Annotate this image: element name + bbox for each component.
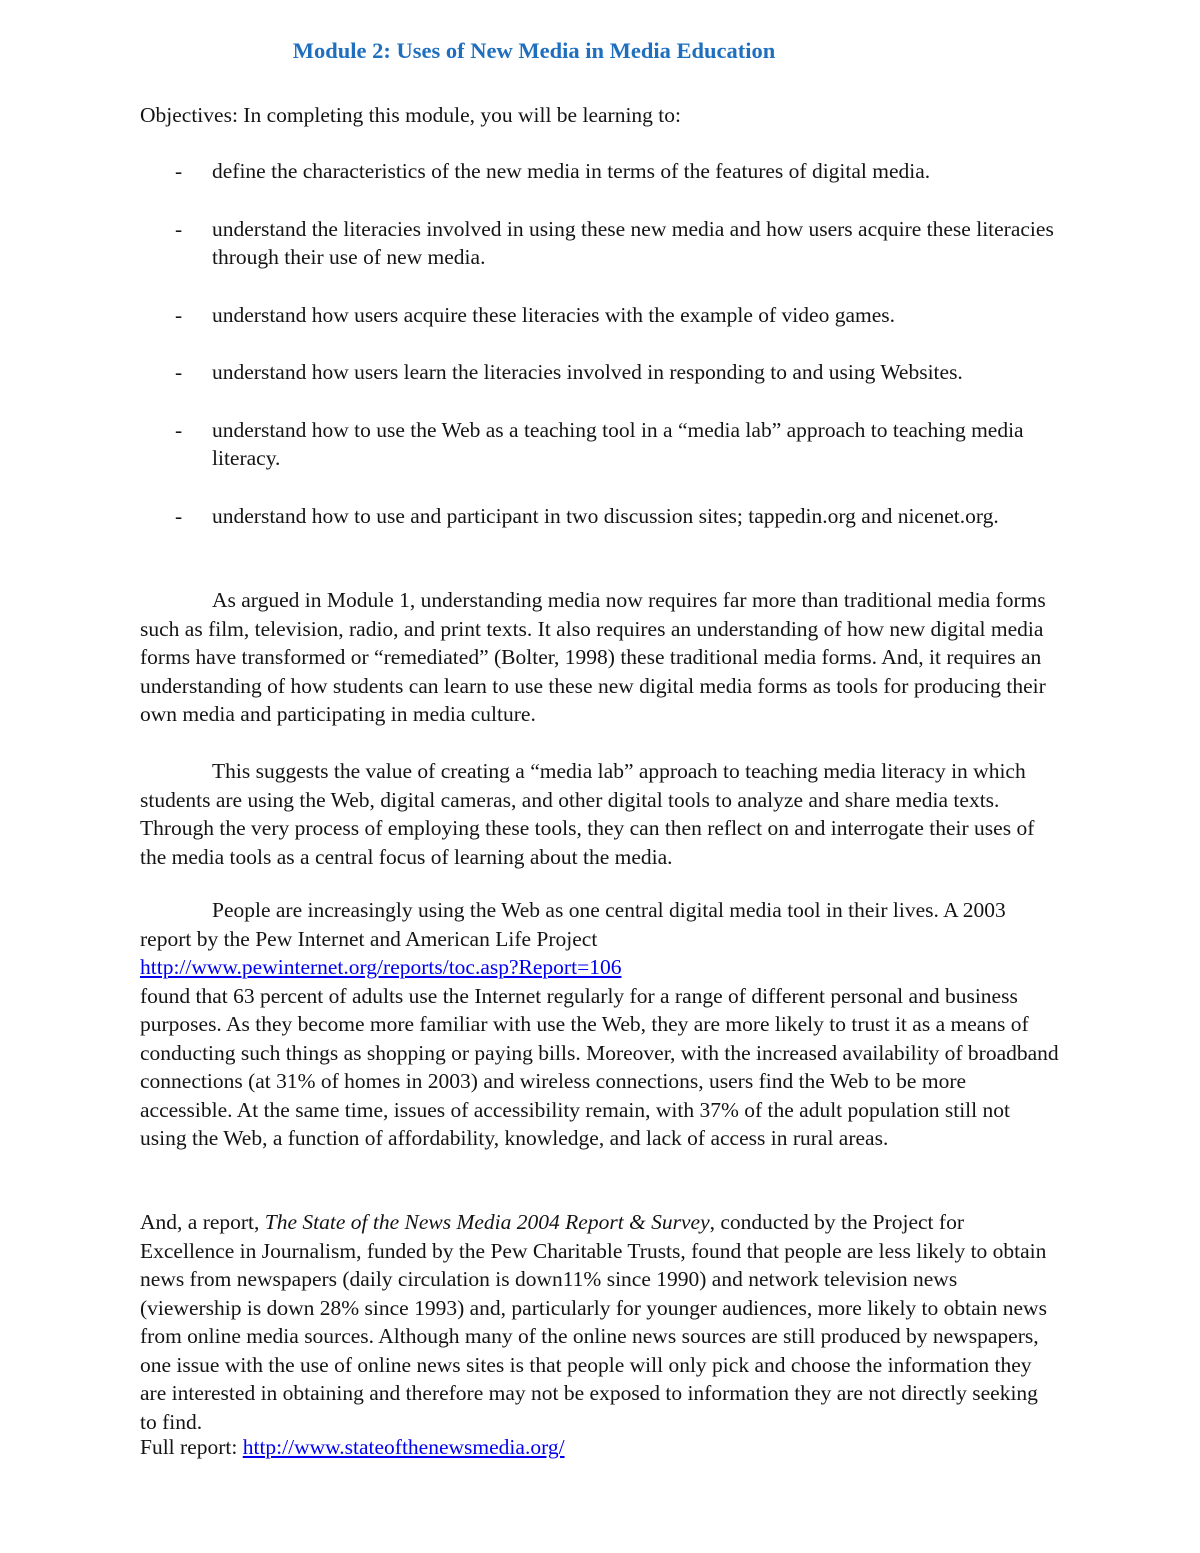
bullet-dash: - (175, 360, 183, 384)
list-item (175, 358, 1055, 387)
objective-text: understand how users acquire these literacies with the example of video games. (212, 302, 895, 327)
paragraph-pew-report (140, 896, 1060, 1153)
paragraph-media-lab: This suggests the value of creating a “media lab” approach to teaching media literacy in which students are using the Web, digital cameras, and other digital tools to analyze and share media texts. Through the very process of employing these tools, they can then reflect on and interrogate their uses of the media tools as a central focus of learning about the media. (140, 759, 1035, 869)
news-report-findings: , conducted by the Project for Excellence in Journalism, funded by the Pew Charitable Trusts, found that people are less likely to obtain news from newspapers (daily circulation is down11% since 1990) and network television news (viewership is down 28% since 1993) and, particularly for younger audiences, more likely to obtain news from online media sources. Although many of the online news sources are still produced by newspapers, one issue with the use of online news sites is that people will only pick and choose the information they are interested in obtaining and therefore may not be exposed to information they are not directly seeking to find. (140, 1210, 1047, 1434)
paragraph-news-media-report (140, 1208, 1060, 1436)
list-item (175, 502, 1055, 531)
list-item (175, 416, 1055, 473)
paragraph-module-1-context: As argued in Module 1, understanding media now requires far more than traditional media forms such as film, television, radio, and print texts. It also requires an understanding of how new digital media forms have transformed or “remediated” (Bolter, 1998) these traditional media forms. And, it requires an understanding of how students can learn to use these new digital media forms as tools for producing their own media and participating in media culture. (140, 588, 1046, 726)
pew-report-lead: People are increasingly using the Web as one central digital media tool in their lives. A 2003 report by the Pew Internet and American Life Project (140, 898, 1006, 951)
bullet-dash: - (175, 159, 183, 183)
objective-text: understand how users learn the literacies involved in responding to and using Websites. (212, 360, 963, 384)
objectives-list (175, 157, 1055, 559)
objective-text: define the characteristics of the new media in terms of the features of digital media. (212, 159, 931, 183)
page-title: Module 2: Uses of New Media in Media Education (292, 38, 776, 63)
bullet-dash: - (175, 417, 183, 442)
objectives-intro: Objectives: In completing this module, you will be learning to: (140, 103, 681, 127)
objective-text: understand the literacies involved in using these new media and how users acquire these literacies through their use of new media. (212, 216, 1054, 269)
objective-text: understand how to use the Web as a teaching tool in a “media lab” approach to teaching media literacy. (212, 417, 1024, 470)
news-report-title: The State of the News Media 2004 Report & Survey (264, 1210, 710, 1234)
full-report-line (140, 1433, 565, 1462)
bullet-dash: - (175, 503, 183, 528)
list-item (175, 215, 1055, 272)
pew-report-link[interactable]: http://www.pewinternet.org/reports/toc.asp?Report=106 (140, 955, 622, 979)
bullet-dash: - (175, 216, 183, 241)
pew-report-findings: found that 63 percent of adults use the Internet regularly for a range of different personal and business purposes. As they become more familiar with use the Web, they are more likely to trust it as a means of conducting such things as shopping or paying bills. Moreover, with the increased availability of broadband connections (at 31% of homes in 2003) and wireless connections, users find the Web to be more accessible. At the same time, issues of accessibility remain, with 37% of the adult population still not using the Web, a function of affordability, knowledge, and lack of access in rural areas. (140, 983, 1059, 1150)
full-report-label: Full report: (140, 1435, 238, 1459)
list-item (175, 157, 1055, 186)
objective-text: understand how to use and participant in two discussion sites; tappedin.org and nicenet.org. (212, 503, 999, 528)
bullet-dash: - (175, 302, 183, 327)
list-item (175, 301, 1055, 330)
full-report-link[interactable]: http://www.stateofthenewsmedia.org/ (242, 1435, 565, 1459)
news-report-lead: And, a report, (140, 1210, 260, 1234)
